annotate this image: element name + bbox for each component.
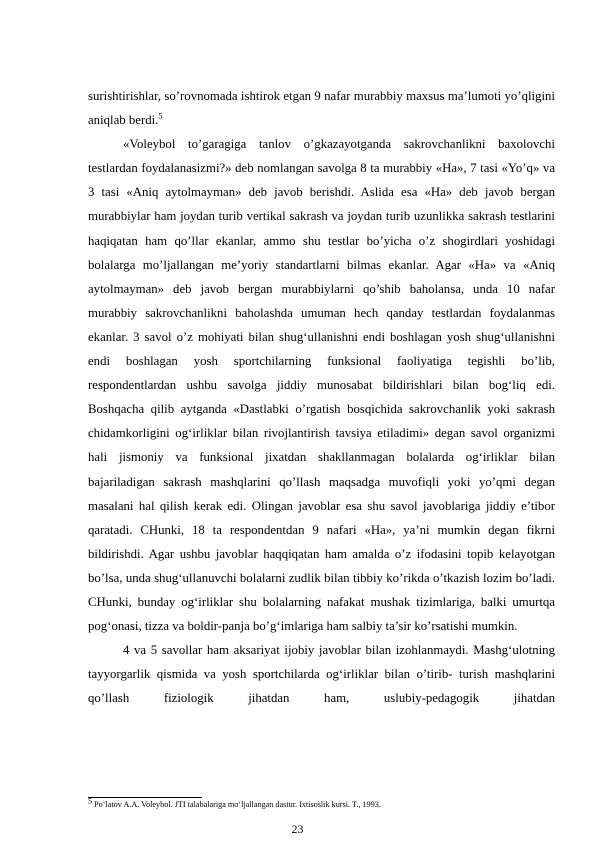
text-line: fikrni bildirishdi. Agar ushbu javoblar haqqiqatan ham amalda o’z ifodasini topib [88, 522, 555, 561]
footnote [88, 796, 555, 810]
text-line: testlardan foydalanasizmi?» deb nomlangan savolga 8 ta murabbiy «Ha», 7 tasi [88, 161, 498, 176]
text-line: bilmas ekanlar. Agar «Ha» va «Aniq aytolmayman» deb javob bergan [88, 257, 555, 296]
text-line: baholashda umuman hech qanday testlardan foydalanmas ekanlar. 3 savol o’z [88, 305, 555, 344]
text-line: og‘irliklar bilan rivojlantirish tavsiya etiladimi» degan savol organizmi hali [88, 426, 555, 465]
text-line: masalani hal qilish kerak edi. Olingan javoblar esa shu savol javoblariga jiddiy [88, 498, 516, 513]
footnote-reference: 5 [158, 111, 163, 121]
text-line: bajariladigan sakrash mashqlarini qo’llash maqsadga muvofiqli yoki yo’qmi degan [88, 474, 555, 489]
footnote-divider [88, 797, 202, 798]
text-line: 4 va 5 savollar ham aksariyat ijobiy javoblar bilan izohlanmaydi. [123, 643, 469, 658]
text-line: yosh sportchilarning funksional faoliyatiga tegishli bo’lib, respondentlardan ushbu [88, 354, 555, 393]
text-line: «Voleybol to’garagiga tanlov o’gkazayotganda sakrovchanlikni baxolovchi [123, 137, 555, 152]
text-line: o’tkazish lozim bo’ladi. CHunki, bunday og‘irliklar shu bolalarning nafakat [88, 570, 556, 609]
text-line: e’tibor qaratadi. CHunki, 18 ta respondentdan 9 nafari «Ha», ya’ni mumkin degan [88, 498, 555, 537]
text-line: ham salbiy ta’sir ko’rsatishi mumkin. [326, 619, 518, 634]
text-line: uzunlikka sakrash testlarini haqiqatan ham qo’llar ekanlar, ammo shu testlar [88, 209, 555, 248]
text-line: murabbiylarni qo’shib baholansa, unda 10 nafar murabbiy sakrovchanlikni [88, 281, 556, 320]
text-line: bo’yicha o’z shogirdlari yoshidagi bolalarga mo’ljallangan me’yoriy standartlarni [88, 233, 555, 272]
paragraph-2 [88, 132, 555, 638]
footnote-text: Po‘latov A.A. Voleybol. JTI talabalariga mo‘ljallangan dastur. Ixtisoslik kursi. T., 1993. [94, 800, 381, 809]
text-line: jismoniy va funksional jixatdan shakllanmagan bolalarda og‘irliklar bilan [118, 450, 555, 465]
paragraph-3 [88, 638, 555, 710]
text-line: turish mashqlarini qo’llash fiziologik jihatdan ham, uslubiy-pedagogik jihatdan [88, 667, 555, 706]
text-line: yo’qligini aniqlab berdi. [88, 89, 556, 128]
paragraph-1 [88, 84, 555, 132]
text-line: Mashg‘ulotning tayyorgarlik qismida va yosh sportchilarda og‘irliklar bilan o’tirib- [88, 643, 555, 682]
text-line: surishtirishlar, so’rovnomada ishtirok etgan 9 nafar murabbiy maxsus ma’lumoti [88, 89, 502, 103]
text-line: «Dastlabki o’rgatish bosqichida sakrovchanlik yoki sakrash chidamkorligini [88, 402, 555, 441]
text-line: mushak tizimlariga, balki umurtqa pog‘onasi, tizza va boldir-panja bo’g‘imlariga [88, 594, 555, 634]
text-line: javob bergan murabbiylar ham joydan turib vertikal sakrash va joydan turib [88, 185, 556, 224]
text-line: kelayotgan bo’lsa, unda shug‘ullanuvchi bolalarni zudlik bilan tibbiy ko’rikda [88, 546, 556, 585]
text-line: «Yo’q» va 3 tasi «Aniq aytolmayman» deb javob berishdi. Aslida esa «Ha» deb [88, 161, 556, 200]
page-number: 23 [291, 822, 304, 836]
text-line: savolga jiddiy munosabat bildirishlari bilan bog‘liq edi. Boshqacha qilib aytganda [88, 378, 555, 417]
page-body [88, 84, 555, 710]
text-line: mohiyati bilan shug‘ullanishni endi boshlagan yosh shug‘ullanishni endi boshlagan [88, 329, 556, 369]
footnote-marker: 5 [88, 796, 92, 806]
